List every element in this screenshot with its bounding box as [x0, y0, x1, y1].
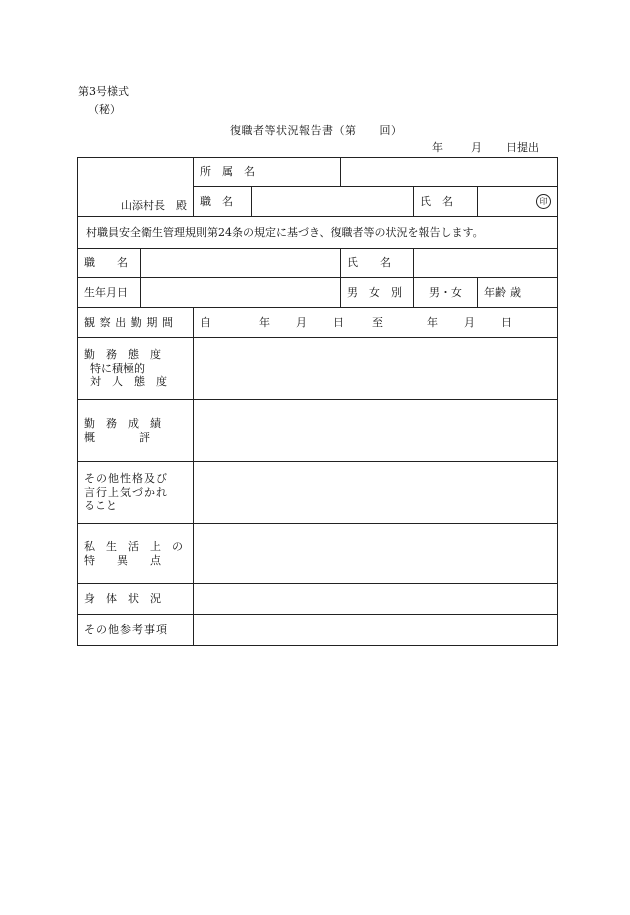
addressee: 山添村長 殿 — [121, 199, 187, 213]
date-day-submitted-label: 日提出 — [506, 141, 539, 154]
observation-to-year: 年 — [427, 315, 438, 329]
submission-date — [432, 142, 539, 153]
performance-input[interactable] — [194, 400, 558, 462]
subject-position-label: 職 名 — [84, 256, 128, 270]
date-year-label: 年 — [432, 141, 443, 154]
attitude-label-cell — [78, 338, 194, 400]
observation-label-cell — [78, 308, 194, 338]
report-form-table — [77, 157, 558, 646]
department-label: 所 属 名 — [200, 165, 255, 179]
observation-to-day: 日 — [501, 315, 512, 329]
personality-label-line2: 言行上気づかれ — [84, 485, 168, 499]
private-life-input[interactable] — [194, 524, 558, 584]
subject-name-input[interactable] — [414, 249, 558, 278]
subject-name-label-cell — [341, 249, 414, 278]
performance-label-line1: 勤 務 成 績 — [84, 416, 161, 430]
observation-label: 観察出勤期間 — [84, 315, 178, 329]
age-label: 年齢 — [484, 285, 506, 299]
private-life-label-line1: 私 生 活 上 の — [84, 539, 183, 553]
submitter-name-label-cell — [414, 187, 478, 217]
other-input[interactable] — [194, 615, 558, 646]
sex-options: 男・女 — [429, 285, 462, 299]
attitude-label-line3: 対 人 態 度 — [90, 375, 167, 389]
sex-label-cell — [341, 278, 414, 308]
notice-text: 村職員安全衛生管理規則第24条の規定に基づき、復職者等の状況を報告します。 — [86, 225, 484, 239]
birthdate-label-cell — [78, 278, 141, 308]
sex-label: 男 女 別 — [347, 285, 402, 299]
attitude-label-line2: 特に積極的 — [90, 361, 145, 375]
performance-label-line2: 概 評 — [84, 430, 150, 444]
observation-from-year: 年 — [259, 315, 270, 329]
age-unit: 歳 — [510, 285, 522, 299]
observation-from: 自 — [200, 315, 211, 329]
other-label: その他参考事項 — [84, 623, 168, 637]
performance-label-cell — [78, 400, 194, 462]
document-title: 復職者等状況報告書（第 回） — [230, 124, 403, 137]
personality-label-line1: その他性格及び — [84, 471, 168, 485]
subject-name-label: 氏 名 — [347, 256, 391, 270]
age-cell[interactable] — [478, 278, 558, 308]
attitude-label-line1: 勤 務 態 度 — [84, 347, 161, 361]
submitter-position-input[interactable] — [252, 187, 414, 217]
notice-cell — [78, 217, 558, 249]
submitter-position-label-cell — [194, 187, 252, 217]
subject-position-input[interactable] — [141, 249, 341, 278]
birthdate-input[interactable] — [141, 278, 341, 308]
observation-to-month: 月 — [464, 315, 475, 329]
form-number: 第3号様式 — [78, 85, 129, 98]
department-input[interactable] — [341, 158, 558, 187]
submitter-name-label: 氏 名 — [420, 194, 453, 208]
date-month-label: 月 — [471, 141, 482, 154]
sex-select[interactable] — [414, 278, 478, 308]
addressee-cell — [78, 158, 194, 217]
confidential-mark: （秘） — [88, 103, 121, 116]
observation-period-input[interactable] — [194, 308, 558, 338]
personality-label-line3: ること — [84, 499, 117, 513]
physical-input[interactable] — [194, 584, 558, 615]
personality-input[interactable] — [194, 462, 558, 524]
birthdate-label: 生年月日 — [84, 285, 128, 299]
subject-position-label-cell — [78, 249, 141, 278]
seal-icon: 印 — [536, 194, 551, 209]
physical-label: 身 体 状 況 — [84, 592, 161, 606]
observation-to: 至 — [372, 315, 383, 329]
private-life-label-line2: 特 異 点 — [84, 553, 161, 567]
personality-label-cell — [78, 462, 194, 524]
observation-from-day: 日 — [333, 315, 344, 329]
observation-from-month: 月 — [296, 315, 307, 329]
physical-label-cell — [78, 584, 194, 615]
submitter-name-input[interactable] — [478, 187, 558, 217]
other-label-cell — [78, 615, 194, 646]
private-life-label-cell — [78, 524, 194, 584]
department-label-cell — [194, 158, 341, 187]
submitter-position-label: 職 名 — [200, 194, 233, 208]
attitude-input[interactable] — [194, 338, 558, 400]
